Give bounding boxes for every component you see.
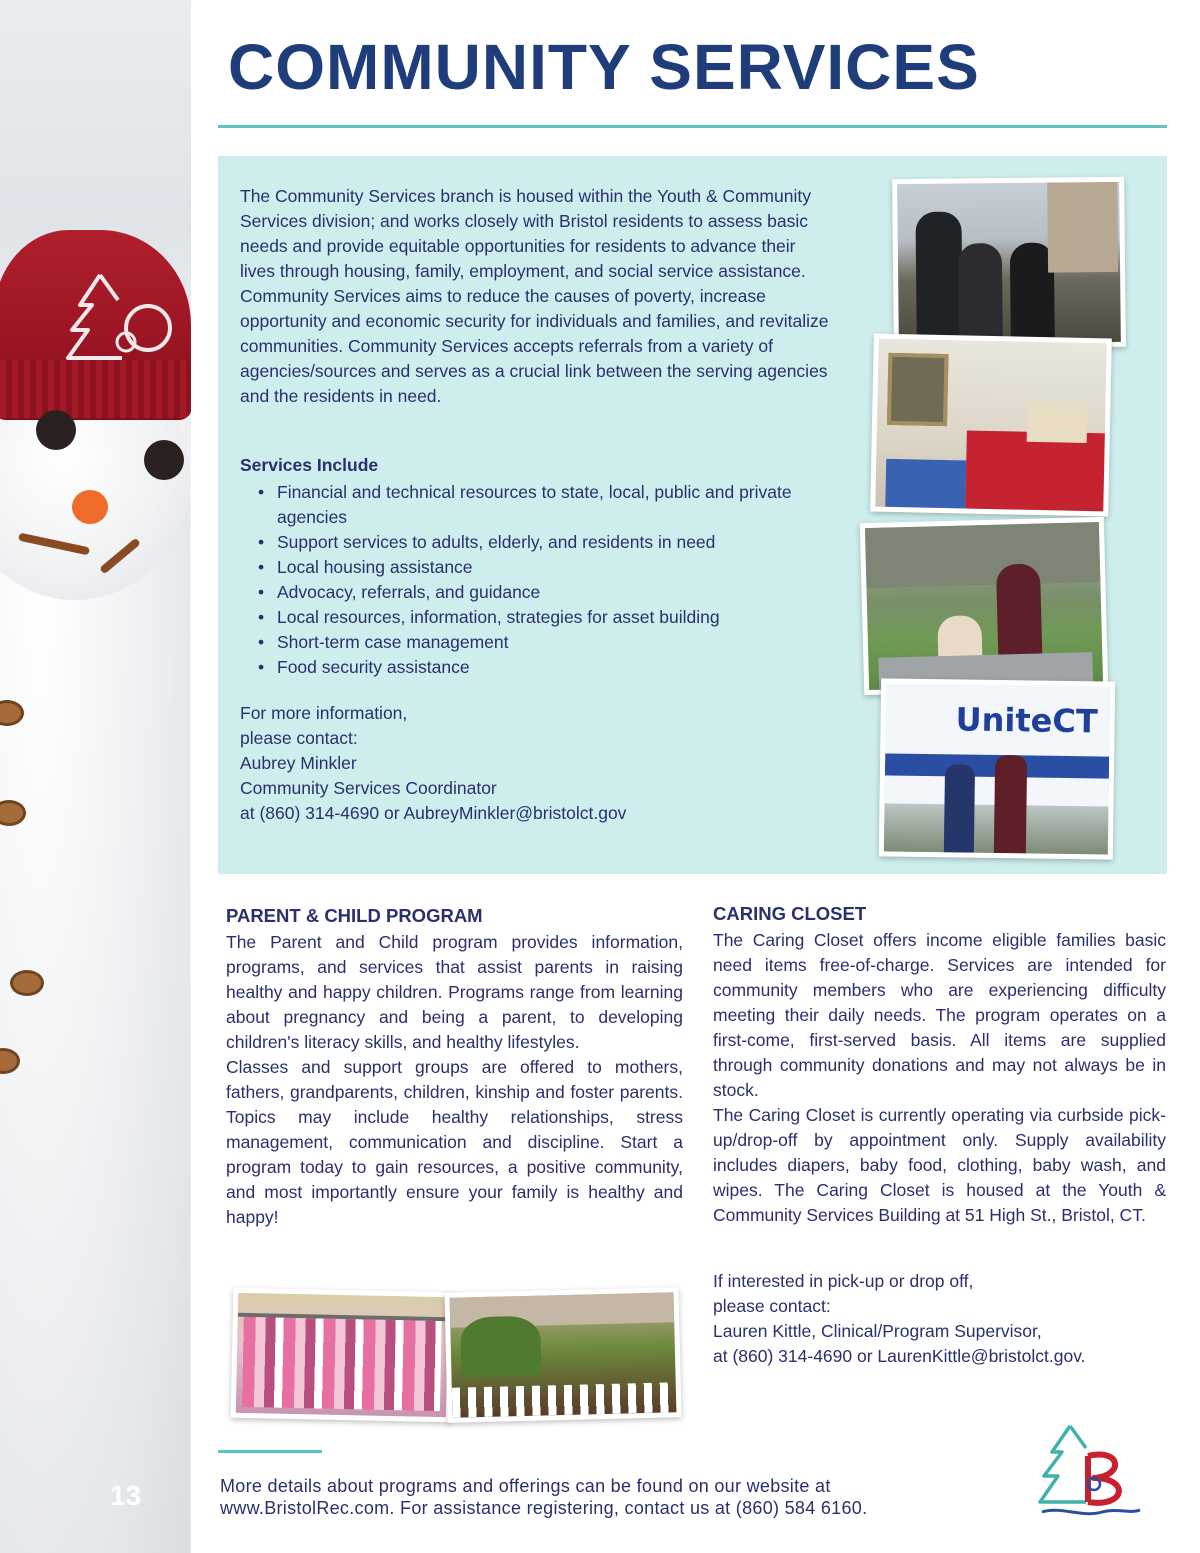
- footer-line: www.BristolRec.com. For assistance registering, contact us at (860) 584 6160.: [220, 1498, 868, 1518]
- caring-closet-paragraph: The Caring Closet offers income eligible families basic need items free-of-charge. Services are intended for community members who are experiencing difficulty meeting their daily needs. The program operates on a first-come, first-served basis. All items are supplied through community donations and may not always be in stock.: [713, 930, 1166, 1100]
- snowman-eye-right: [144, 440, 184, 480]
- contact-line: please contact:: [713, 1296, 831, 1316]
- parent-child-paragraph: The Parent and Child program provides information, programs, and services that assist parents in raising healthy and happy children. Programs range from learning about pregnancy and being a parent, to developing children's literacy skills, and healthy lifestyles.: [226, 932, 683, 1052]
- caring-closet-paragraph: The Caring Closet is currently operating via curbside pick-up/drop-off by appointment only. Supply availability includes diapers, baby food, clothing, baby wash, and wipes. The Caring Closet is housed at the Youth & Community Services Building at 51 High St., Bristol, CT.: [713, 1105, 1166, 1225]
- contact-name: Lauren Kittle, Clinical/Program Supervisor,: [713, 1321, 1042, 1341]
- snowman-nose: [72, 490, 108, 524]
- photo-outdoor-meeting: [892, 177, 1126, 349]
- snowman-photo-strip: [0, 0, 191, 1553]
- services-heading: Services Include: [240, 455, 379, 475]
- caring-closet-text: [713, 928, 1166, 1228]
- contact-line: If interested in pick-up or drop off,: [713, 1271, 974, 1291]
- parent-child-paragraph: Classes and support groups are offered to mothers, fathers, grandparents, children, kinship and foster parents. Topics may include healthy relationships, stress management, communication and discipline. Start a program today to gain resources, a positive community, and most importantly ensure your family is healthy and happy!: [226, 1057, 683, 1227]
- hat-tree-logo-icon: [60, 270, 191, 370]
- snowman-button: [10, 970, 44, 996]
- contact-title: Community Services Coordinator: [240, 778, 497, 798]
- snowman-eye-left: [36, 410, 76, 450]
- caring-closet-heading: CARING CLOSET: [713, 903, 867, 924]
- list-item: • Short-term case management: [258, 630, 818, 655]
- community-services-contact: [240, 701, 800, 826]
- bristol-logo-icon: [1034, 1418, 1146, 1522]
- footer-line: More details about programs and offerings can be found on our website at: [220, 1476, 831, 1496]
- list-item: • Financial and technical resources to state, local, public and private agencies: [258, 480, 818, 530]
- services-list: [258, 480, 818, 680]
- parent-child-heading: PARENT & CHILD PROGRAM: [226, 905, 483, 926]
- unitect-sign: UniteCT: [955, 700, 1098, 741]
- list-item: • Advocacy, referrals, and guidance: [258, 580, 818, 605]
- page-title: COMMUNITY SERVICES: [228, 31, 980, 103]
- photo-unitect-van: [879, 678, 1115, 859]
- photo-park-event: [860, 517, 1108, 695]
- contact-name: Aubrey Minkler: [240, 753, 357, 773]
- photo-donated-diapers: [870, 334, 1112, 517]
- caring-closet-contact: [713, 1269, 1166, 1369]
- title-divider: [218, 125, 1167, 128]
- list-item: • Food security assistance: [258, 655, 818, 680]
- intro-paragraph: The Community Services branch is housed within the Youth & Community Services division; and works closely with Bristol residents to assess basic needs and provide equitable opportunities for residents to advance their lives through housing, family, employment, and social service assistance. Community Services aims to reduce the causes of poverty, increase opportunity and economic security for individuals and families, and revitalize communities. Community Services accepts referrals from a variety of agencies/sources and serves as a crucial link between the serving agencies and the residents in need.: [240, 186, 829, 406]
- list-item: • Local housing assistance: [258, 555, 818, 580]
- contact-details: at (860) 314-4690 or AubreyMinkler@bristolct.gov: [240, 803, 627, 823]
- photo-clothing-rack: [231, 1288, 454, 1423]
- contact-details: at (860) 314-4690 or LaurenKittle@bristolct.gov.: [713, 1346, 1086, 1366]
- photo-community-garden: [444, 1287, 681, 1423]
- contact-line: For more information,: [240, 703, 408, 723]
- contact-line: please contact:: [240, 728, 358, 748]
- parent-child-text: [226, 930, 683, 1230]
- list-item: • Local resources, information, strategies for asset building: [258, 605, 818, 630]
- page-number: 13: [110, 1480, 142, 1511]
- footer-divider: [218, 1450, 322, 1453]
- footer-note: [220, 1475, 1020, 1519]
- list-item: • Support services to adults, elderly, and residents in need: [258, 530, 818, 555]
